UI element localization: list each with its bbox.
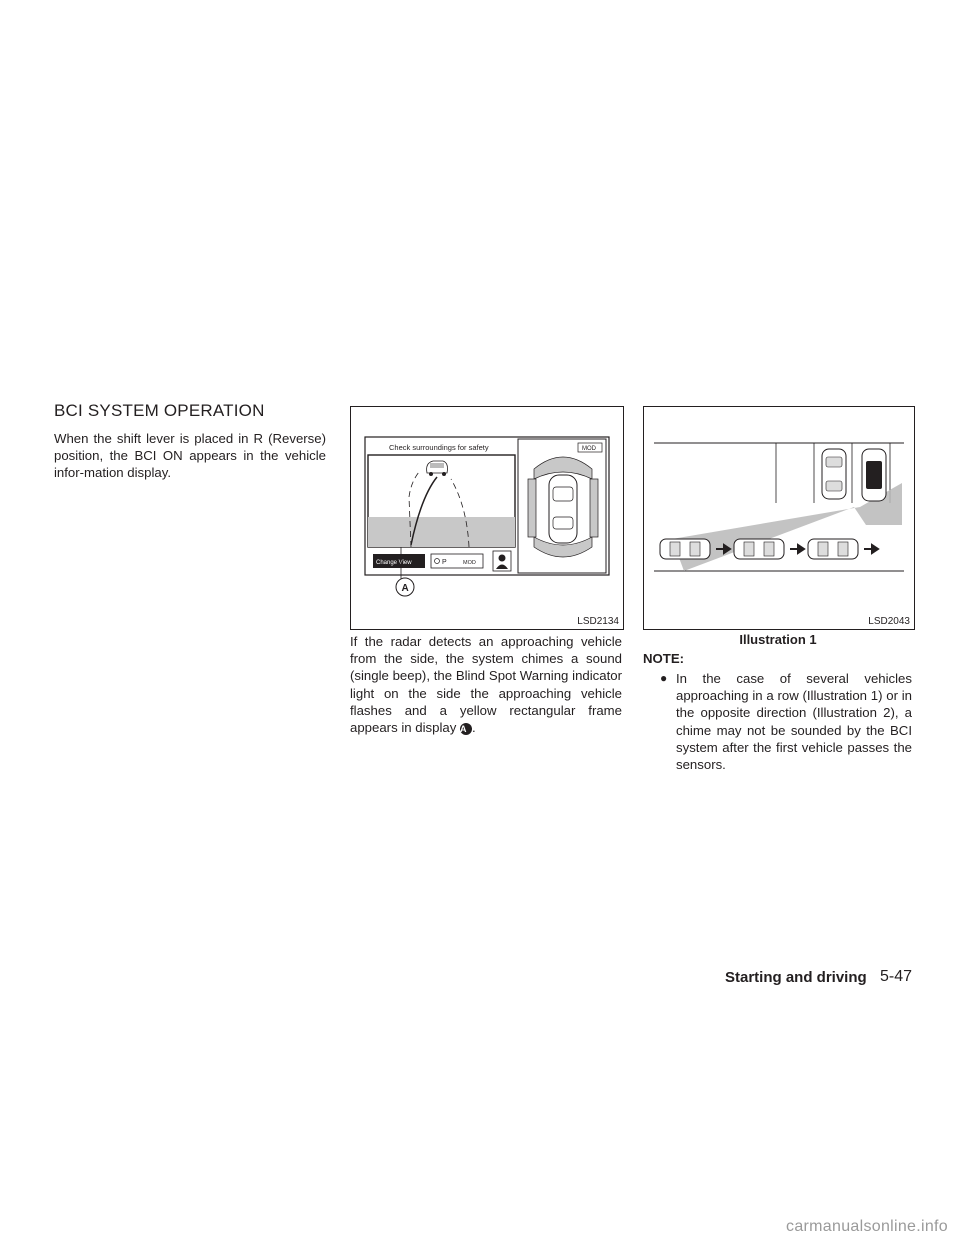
moving-car-2 xyxy=(734,539,784,559)
figure-approaching-vehicles xyxy=(643,406,915,630)
display-screen-illustration xyxy=(351,407,623,629)
approaching-vehicles-illustration xyxy=(644,407,914,629)
change-view-label: Change View xyxy=(376,560,412,566)
callout-a-label: A xyxy=(401,583,409,594)
direction-arrow-2 xyxy=(790,545,804,553)
screen-title: Check surroundings for safety xyxy=(389,443,489,452)
detect-paragraph xyxy=(350,633,622,736)
watermark: carmanualsonline.info xyxy=(786,1218,948,1235)
detect-paragraph-text: If the radar detects an approaching vehicle from the side, the system chimes a sound (single beep), the Blind Spot Warning indicator light on the side the approaching vehicle flashes and a yellow rectangular frame appears in display xyxy=(350,634,622,736)
mod-badge-label: MOD xyxy=(582,446,596,452)
moving-car-1 xyxy=(660,539,710,559)
top-view-car-icon xyxy=(549,475,577,543)
parked-car-2 xyxy=(862,449,886,501)
figure-code: LSD2043 xyxy=(868,616,910,627)
note-label: NOTE: xyxy=(643,651,685,666)
callout-a-inline: A xyxy=(460,723,472,735)
footer-page-number: 5-47 xyxy=(880,968,913,985)
figure-caption: Illustration 1 xyxy=(739,632,817,647)
section-heading: BCI SYSTEM OPERATION xyxy=(54,401,265,420)
parked-car-1 xyxy=(822,449,846,499)
svg-text:P: P xyxy=(442,559,447,566)
intro-paragraph: When the shift lever is placed in R (Reverse) position, the BCI ON appears in the vehicle infor-mation display. xyxy=(54,431,326,481)
direction-arrow-3 xyxy=(864,545,878,553)
bullet-icon: ● xyxy=(660,671,668,685)
detect-paragraph-end: . xyxy=(471,720,476,736)
mod-label: MOD xyxy=(463,560,476,566)
figure-code: LSD2134 xyxy=(577,616,619,627)
figure-display-screen xyxy=(350,406,624,630)
footer-section-title: Starting and driving xyxy=(725,969,867,986)
note-bullet-text: In the case of several vehicles approaching in a row (Illustration 1) or in the opposite direction (Illustration 2), a chime may not be sounded by the BCI system after the first vehicle passes the sensors. xyxy=(676,671,912,773)
moving-car-3 xyxy=(808,539,858,559)
